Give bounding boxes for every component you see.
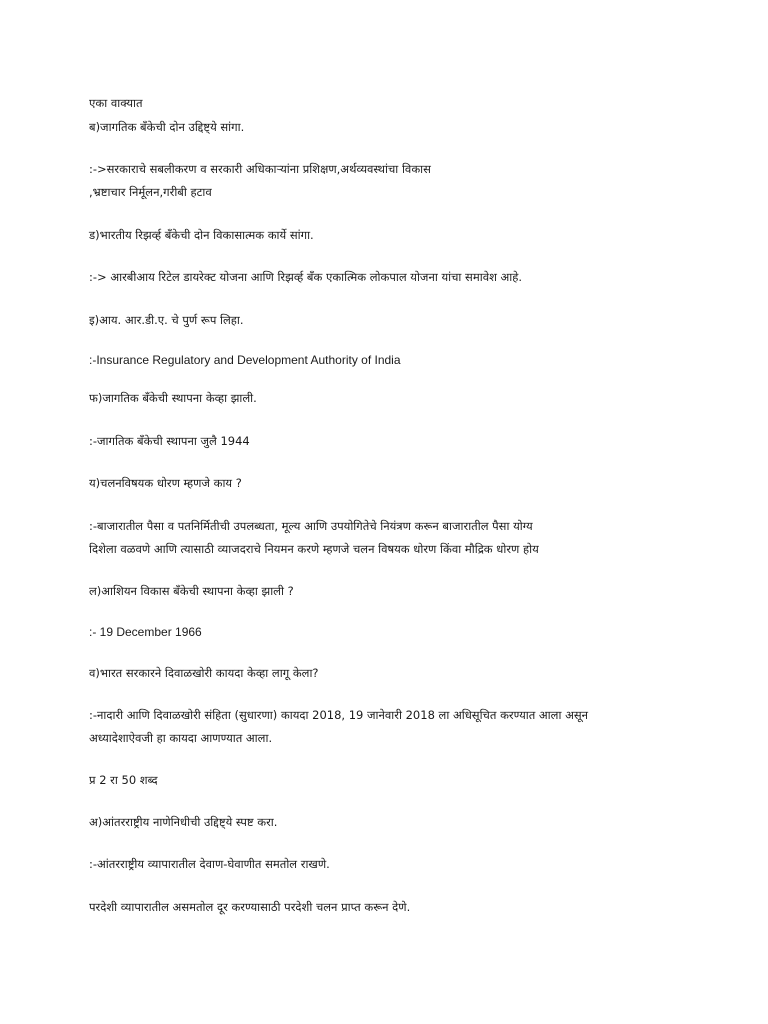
question-b: ब)जागतिक बँकेची दोन उद्दिष्ट्ये सांगा.: [89, 120, 245, 134]
question-f: फ)जागतिक बँकेची स्थापना केव्हा झाली.: [89, 391, 257, 405]
answer-y-line-2: दिशेला वळवणे आणि त्यासाठी व्याजदराचे नियमन करणे म्हणजे चलन विषयक धोरण किंवा मौद्रिक धोरण होय: [89, 542, 539, 556]
answer-b-line-2: ,भ्रष्टाचार निर्मूलन,गरीबी हटाव: [89, 185, 212, 199]
question-v: व)भारत सरकारने दिवाळखोरी कायदा केव्हा लागू केला?: [89, 666, 319, 680]
answer-f: :-जागतिक बँकेची स्थापना जुलै 1944: [89, 434, 250, 448]
section-heading: एका वाक्यात: [89, 96, 143, 110]
answer-v-line-1: :-नादारी आणि दिवाळखोरी संहिता (सुधारणा) कायदा 2018, 19 जानेवारी 2018 ला अधिसूचित करण्यात आला असून: [89, 708, 589, 722]
answer-b-line-1: :->सरकाराचे सबलीकरण व सरकारी अधिकाऱ्यांना प्रशिक्षण,अर्थव्यवस्थांचा विकास: [89, 162, 431, 176]
section-2-heading: प्र 2 रा 50 शब्द: [89, 773, 158, 787]
answer-l: :- 19 December 1966: [89, 625, 202, 639]
question-a: अ)आंतरराष्ट्रीय नाणेनिधीची उद्दिष्ट्ये स्पष्ट करा.: [89, 815, 278, 829]
answer-a-line-1: :-आंतरराष्ट्रीय व्यापारातील देवाण-घेवाणीत समतोल राखणे.: [89, 857, 330, 871]
answer-d: :-> आरबीआय रिटेल डायरेक्ट योजना आणि रिझर्व्ह बँक एकात्मिक लोकपाल योजना यांचा समावेश आहे.: [89, 270, 523, 284]
question-e: इ)आय. आर.डी.ए. चे पुर्ण रूप लिहा.: [89, 313, 244, 327]
question-l: ल)आशियन विकास बँकेची स्थापना केव्हा झाली ?: [89, 584, 294, 598]
answer-y-line-1: :-बाजारातील पैसा व पतनिर्मितीची उपलब्धता, मूल्य आणि उपयोगितेचे नियंत्रण करून बाजारातील पैसा योग्य: [89, 519, 533, 533]
answer-e: :-Insurance Regulatory and Development Authority of India: [89, 353, 401, 367]
answer-a-line-2: परदेशी व्यापारातील असमतोल दूर करण्यासाठी परदेशी चलन प्राप्त करून देणे.: [89, 900, 411, 914]
answer-v-line-2: अध्यादेशाऐवजी हा कायदा आणण्यात आला.: [89, 731, 273, 745]
question-d: ड)भारतीय रिझर्व्ह बँकेची दोन विकासात्मक कार्ये सांगा.: [89, 228, 314, 242]
question-y: य)चलनविषयक धोरण म्हणजे काय ?: [89, 476, 242, 490]
